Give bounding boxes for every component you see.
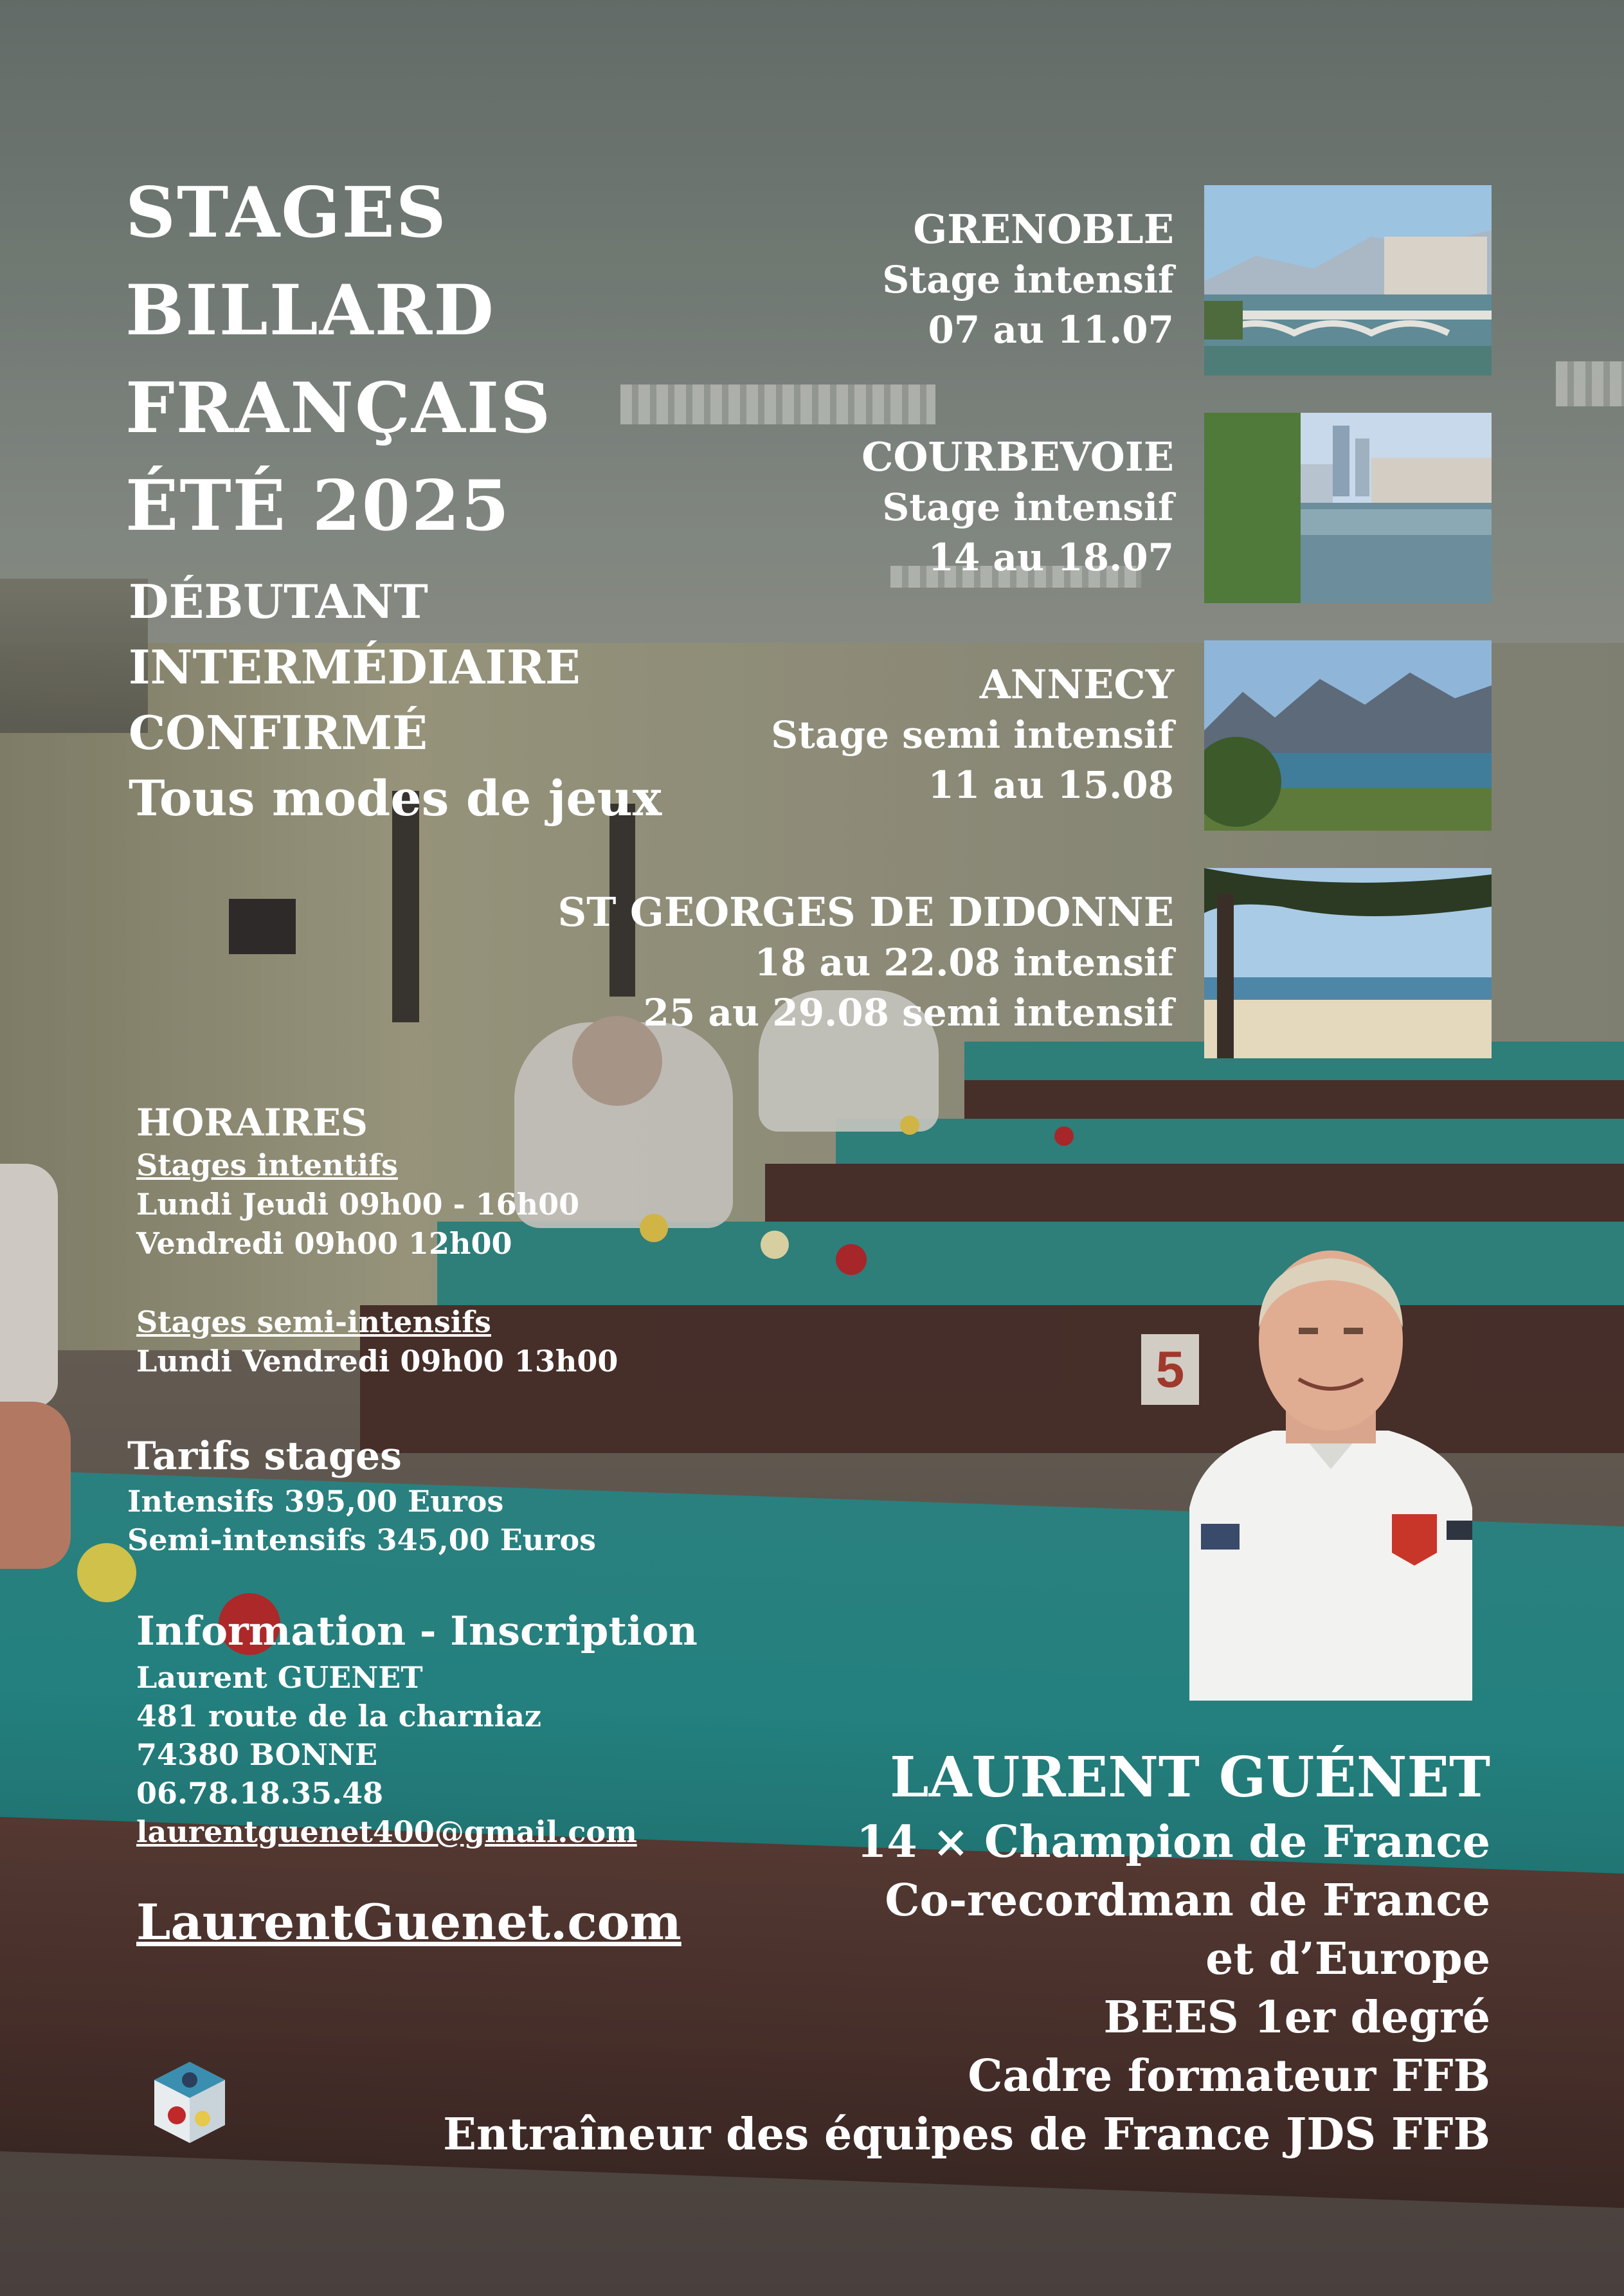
schedule-title: HORAIRES [136,1101,368,1144]
level-item: CONFIRMÉ [129,705,428,760]
contact-email-link[interactable]: laurentguenet400@gmail.com [136,1814,637,1849]
bio-line: Co-recordman de France [885,1875,1490,1926]
schedule-line: Vendredi 09h00 12h00 [136,1226,512,1261]
contact-phone[interactable]: 06.78.18.35.48 [136,1776,384,1811]
stage-annecy [771,660,1174,810]
schedule-line: Lundi Jeudi 09h00 - 16h00 [136,1187,580,1222]
stage-type: Stage intensif [882,485,1174,529]
bio-line: Cadre formateur FFB [968,2050,1490,2102]
schedule-label: Stages intentifs [136,1148,398,1182]
pricing-line: Semi-intensifs 345,00 Euros [127,1523,597,1557]
stage-city: COURBEVOIE [862,433,1174,480]
contact-name: Laurent GUENET [136,1660,423,1695]
coach-bio [443,1742,1490,2164]
contact-title: Information - Inscription [136,1607,698,1654]
levels-list [129,569,662,831]
coach-name: LAURENT GUÉNET [890,1745,1490,1810]
level-item: INTERMÉDIAIRE [129,640,581,694]
stage-st-georges [557,887,1174,1038]
table-number-plate: 5 [1141,1334,1199,1405]
bio-line: et d’Europe [1205,1933,1490,1985]
stage-dates: 18 au 22.08 intensif [754,941,1174,984]
stage-dates: 14 au 18.07 [928,536,1174,579]
courbevoie-photo [1204,413,1492,603]
title-line: FRANÇAIS [125,368,552,449]
game-modes: Tous modes de jeux [129,770,662,827]
schedule-line: Lundi Vendredi 09h00 13h00 [136,1344,618,1379]
pricing-title: Tarifs stages [127,1434,402,1479]
stage-dates: 07 au 11.07 [928,308,1174,352]
bio-line: Entraîneur des équipes de France JDS FFB [443,2109,1490,2160]
title-line: BILLARD [125,270,495,351]
website-link[interactable]: LaurentGuenet.com [136,1894,681,1951]
stage-grenoble [882,204,1174,355]
schedule-section [136,1099,618,1381]
contact-address: 74380 BONNE [136,1737,378,1772]
contact-address: 481 route de la charniaz [136,1699,542,1733]
stage-city: ST GEORGES DE DIDONNE [557,889,1174,936]
grenoble-photo [1204,185,1492,375]
annecy-photo [1204,640,1492,831]
title-line: ÉTÉ 2025 [125,466,511,547]
stage-city: ANNECY [979,661,1174,708]
title-line: STAGES [125,172,447,253]
billiard-logo-icon [141,2054,238,2151]
poster-title [125,164,552,555]
coach-portrait [1177,1238,1485,1701]
pricing-line: Intensifs 395,00 Euros [127,1484,504,1519]
pricing-section [127,1431,596,1559]
stage-dates: 25 au 29.08 semi intensif [643,991,1174,1035]
stage-type: Stage intensif [882,258,1174,302]
level-item: DÉBUTANT [129,574,428,629]
stage-city: GRENOBLE [913,206,1174,253]
bio-line: BEES 1er degré [1103,1992,1490,2043]
stage-courbevoie [862,432,1174,583]
schedule-label: Stages semi-intensifs [136,1305,491,1339]
stage-type: Stage semi intensif [771,713,1174,757]
st-georges-photo [1204,868,1492,1058]
stage-dates: 11 au 15.08 [928,763,1174,807]
bio-line: 14 × Champion de France [856,1816,1490,1868]
